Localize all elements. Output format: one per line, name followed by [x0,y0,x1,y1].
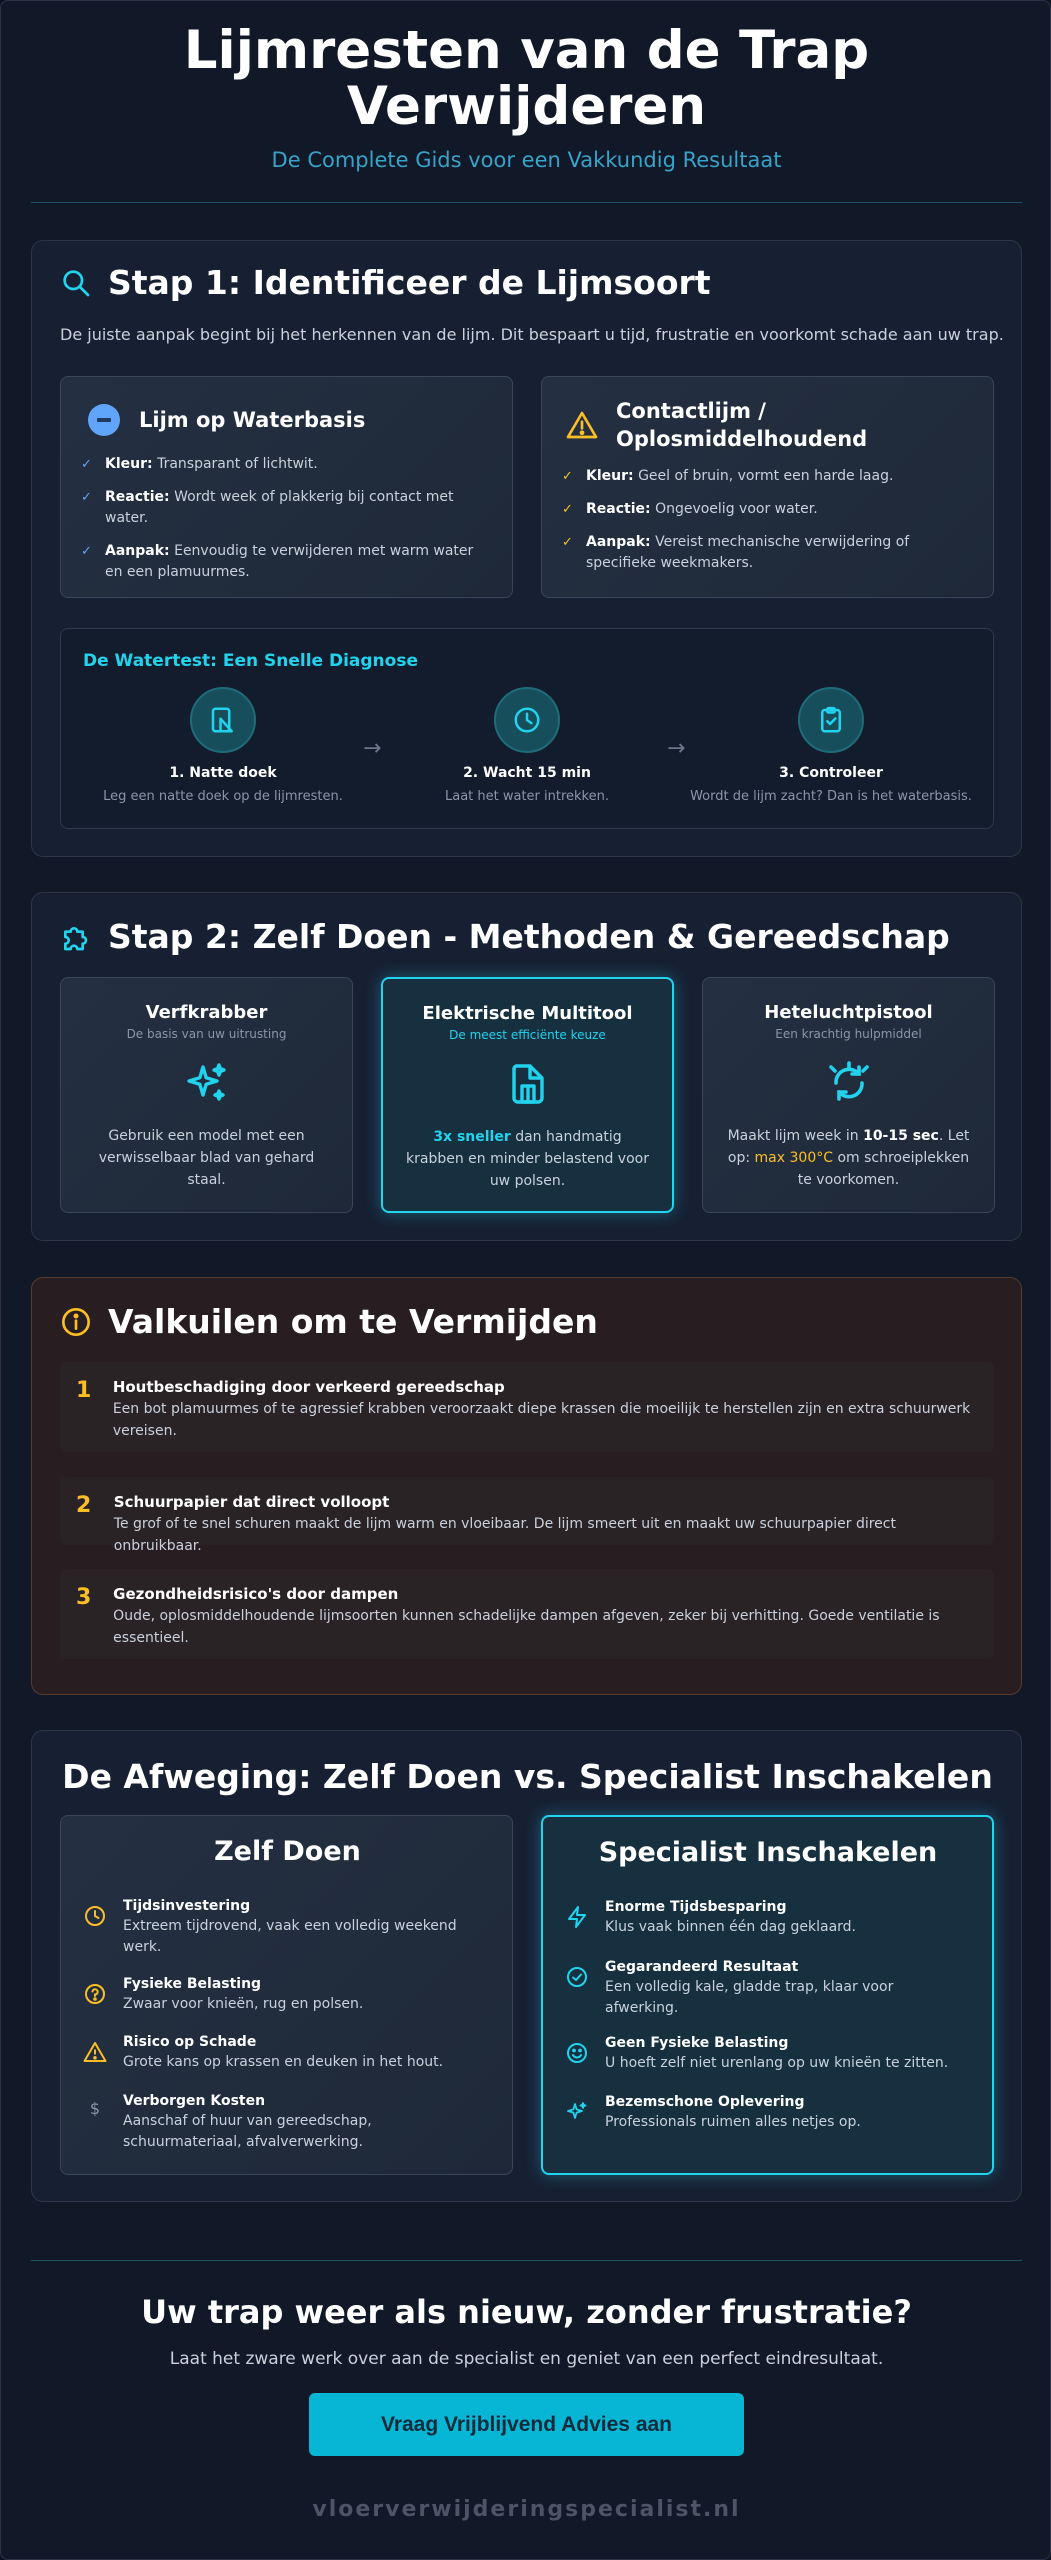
search-icon [60,267,92,299]
specialist-item: Enorme Tijdsbesparing Klus vaak binnen één dag geklaard. [565,1899,965,1938]
footer-domain: vloerverwijderingspecialist.nl [312,2497,741,2522]
pitfall-description: Een bot plamuurmes of te agressief krabben veroorzaakt diepe krassen die moeilijk te herstellen zijn en extra schuurwerk vereisen. [112,1401,971,1439]
cloth-icon [190,687,256,753]
compare-section [31,1730,1022,2202]
contact-glue-card [541,376,994,598]
pitfall-number: 2 [76,1493,92,1518]
watertest-panel [60,628,994,829]
diy-item: Fysieke Belasting Zwaar voor knieën, rug en polsen. [83,1976,483,2015]
watertest-step-desc: Wordt de lijm zacht? Dan is het waterbasis. [690,789,972,804]
specialist-title: Specialist Inschakelen [598,1837,938,1868]
watertest-step-title: 2. Wacht 15 min [463,765,591,781]
warning-triangle-icon [566,410,598,440]
tool-card-verfkrabber [60,977,353,1213]
info-circle-icon [60,1306,92,1338]
tool-description: 3x sneller dan handmatig krabben en minder belastend voor uw polsen. [406,1129,649,1189]
cta-title: Uw trap weer als nieuw, zonder frustratie? [141,2293,912,2331]
divider [31,202,1022,203]
watertest-step-desc: Laat het water intrekken. [444,789,609,804]
list-item: ✓ Reactie: Wordt week of plakkerig bij contact met water. [81,487,491,529]
tool-name: Heteluchtpistool [764,1002,933,1023]
tool-description: Gebruik een model met een verwisselbaar blad van gehard staal. [98,1128,315,1188]
watertest-title: De Watertest: Een Snelle Diagnose [83,651,418,671]
diy-title: Zelf Doen [214,1836,361,1867]
advice-request-button[interactable]: Vraag Vrijblijvend Advies aan [309,2393,744,2456]
check-icon: ✓ [562,535,573,550]
tool-name: Verfkrabber [145,1002,268,1023]
sparkles-icon [61,1059,352,1111]
check-icon: ✓ [562,469,573,484]
clipboard-check-icon [798,687,864,753]
diy-item: Tijdsinvestering Extreem tijdrovend, vaak een volledig weekend werk. [83,1898,483,1958]
pitfall-number: 3 [76,1585,92,1610]
clock-icon [83,1904,107,1928]
water-based-card [60,376,513,598]
arrow-right-icon: → [363,736,382,761]
watertest-step-title: 1. Natte doek [169,765,277,781]
step1-title: Stap 1: Identificeer de Lijmsoort [108,263,711,302]
multitool-icon [383,1060,672,1112]
compare-title: De Afweging: Zelf Doen vs. Specialist Inschakelen [62,1757,993,1796]
diy-card [60,1815,513,2175]
tool-subtitle: De basis van uw uitrusting [126,1027,287,1041]
check-icon: ✓ [562,502,573,517]
dollar-icon: $ [89,2099,101,2118]
puzzle-icon [60,921,92,953]
list-item: ✓ Kleur: Geel of bruin, vormt een harde laag. [562,466,972,487]
specialist-item: Geen Fysieke Belasting U hoeft zelf niet urenlang op uw knieën te zitten. [565,2035,965,2074]
pitfall-description: Te grof of te snel schuren maakt de lijm warm en vloeibaar. De lijm smeert uit en maakt uw schuurpapier direct onbruikbaar. [113,1516,896,1554]
list-item: ✓ Aanpak: Vereist mechanische verwijdering of specifieke weekmakers. [562,532,972,574]
step2-title: Stap 2: Zelf Doen - Methoden & Gereedschap [108,917,950,956]
contact-card-header [566,397,867,453]
minus-circle-icon [87,403,121,437]
check-icon: ✓ [81,490,92,505]
pitfalls-section [31,1277,1022,1695]
clock-icon [494,687,560,753]
specialist-item: Bezemschone Oplevering Professionals ruimen alles netjes op. [565,2094,965,2133]
list-item: ✓ Reactie: Ongevoelig voor water. [562,499,972,520]
pitfall-title: Gezondheidsrisico's door dampen [113,1585,399,1603]
list-item: ✓ Aanpak: Eenvoudig te verwijderen met warm water en een plamuurmes. [81,541,491,583]
water-card-header [87,403,365,437]
watertest-step-3 [669,687,993,804]
tool-card-heteluchtpistool [702,977,995,1213]
contact-card-list [562,466,972,586]
cta-subtitle: Laat het zware werk over aan de specialist en geniet van een perfect eindresultaat. [169,2349,884,2369]
divider [31,2260,1022,2261]
water-card-title: Lijm op Waterbasis [139,408,366,432]
pitfall-title: Houtbeschadiging door verkeerd gereedschap [112,1378,505,1396]
step2-heading [60,917,950,956]
question-circle-icon [83,1982,107,2006]
step1-intro: De juiste aanpak begint bij het herkennen van de lijm. Dit bespaart u tijd, frustratie en voorkomt schade aan uw trap. [60,325,1004,344]
lightning-icon [565,1905,589,1929]
pitfalls-title: Valkuilen om te Vermijden [108,1302,598,1341]
diy-item: $ Verborgen Kosten Aanschaf of huur van gereedschap, schuurmateriaal, afvalverwerking. [83,2093,483,2153]
step2-section [31,892,1022,1241]
water-card-list [81,454,491,595]
pitfall-description: Oude, oplosmiddelhoudende lijmsoorten kunnen schadelijke dampen afgeven, zeker bij verhitting. Goede ventilatie is essentieel. [113,1608,940,1646]
tool-subtitle: Een krachtig hulpmiddel [775,1027,922,1041]
watertest-step-1 [61,687,385,804]
page-title: Lijmresten van de Trap Verwijderen [183,20,870,137]
specialist-card [541,1815,994,2175]
watertest-step-2 [365,687,689,804]
pitfall-number: 1 [76,1378,92,1403]
sparkles-icon [565,2100,589,2124]
watertest-step-desc: Leg een natte doek op de lijmresten. [103,789,343,804]
arrow-right-icon: → [667,736,686,761]
tool-name: Elektrische Multitool [422,1003,633,1024]
heat-gun-icon [703,1059,994,1111]
smile-icon [565,2041,589,2065]
pitfall-title: Schuurpapier dat direct volloopt [113,1493,390,1511]
specialist-item: Gegarandeerd Resultaat Een volledig kale, gladde trap, klaar voor afwerking. [565,1959,965,2019]
page-subtitle: De Complete Gids voor een Vakkundig Resultaat [271,148,782,172]
check-icon: ✓ [81,457,92,472]
list-item: ✓ Kleur: Transparant of lichtwit. [81,454,491,475]
check-circle-icon [565,1965,589,1989]
pitfall-item [60,1477,994,1554]
step1-section [31,240,1022,857]
contact-card-title: Contactlijm / Oplosmiddelhoudend [616,399,868,451]
tool-card-multitool [381,977,674,1213]
check-icon: ✓ [81,544,92,559]
pitfall-item [60,1569,994,1659]
pitfalls-heading [60,1302,598,1341]
watertest-step-title: 3. Controleer [779,765,883,781]
tool-subtitle: De meest efficiënte keuze [449,1028,606,1042]
tool-description: Maakt lijm week in 10-15 sec. Let op: max 300°C om schroeiplekken te voorkomen. [727,1128,970,1188]
diy-item: Risico op Schade Grote kans op krassen en deuken in het hout. [83,2034,483,2073]
warning-triangle-icon [83,2040,107,2064]
step1-heading [60,263,711,302]
pitfall-item [60,1362,994,1452]
